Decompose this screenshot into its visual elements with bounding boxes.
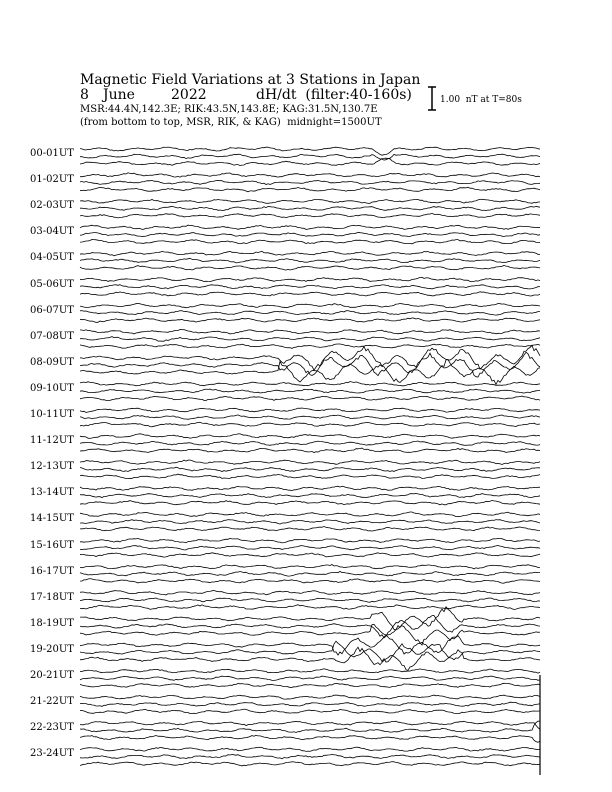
station-trace	[80, 344, 540, 348]
station-trace	[80, 180, 540, 184]
hour-label: 19-20UT	[30, 643, 74, 655]
hour-label: 09-10UT	[30, 382, 74, 394]
station-trace	[80, 605, 540, 610]
station-trace	[80, 239, 540, 243]
station-trace	[80, 571, 540, 576]
date-month: June	[103, 87, 135, 103]
station-trace	[80, 389, 540, 393]
hour-label: 13-14UT	[30, 487, 74, 499]
hour-label: 10-11UT	[30, 409, 74, 420]
station-trace	[80, 754, 540, 758]
station-trace	[80, 520, 540, 525]
station-trace	[80, 173, 540, 177]
station-trace	[80, 647, 540, 670]
station-trace	[80, 709, 540, 714]
station-trace	[80, 225, 540, 229]
hour-label: 18-19UT	[30, 617, 74, 629]
stations-label: MSR:44.4N,142.3E; RIK:43.5N,143.8E; KAG:31.5N,130.7E	[80, 104, 378, 115]
station-trace	[80, 360, 540, 385]
station-trace	[80, 415, 540, 419]
hour-label: 06-07UT	[30, 304, 74, 316]
hour-label: 16-17UT	[30, 565, 74, 577]
chart-title: Magnetic Field Variations at 3 Stations in Japan	[80, 72, 421, 88]
station-trace	[80, 434, 540, 439]
station-trace	[80, 330, 540, 334]
order-note: (from bottom to top, MSR, RIK, & KAG) midnight=1500UT	[80, 117, 382, 128]
hour-label: 04-05UT	[30, 252, 74, 264]
station-trace	[80, 590, 540, 595]
station-trace	[80, 460, 540, 465]
station-trace	[80, 285, 540, 289]
station-trace	[80, 232, 540, 236]
station-trace	[80, 676, 540, 680]
station-trace	[80, 669, 540, 673]
station-trace	[80, 199, 540, 203]
hour-label: 00-01UT	[30, 148, 74, 159]
station-trace	[80, 721, 540, 729]
hour-label: 23-24UT	[30, 748, 74, 760]
station-trace	[80, 382, 540, 386]
station-trace	[80, 408, 540, 413]
station-trace	[80, 467, 540, 471]
station-trace	[80, 474, 540, 479]
station-trace	[80, 265, 540, 270]
date-day: 8	[80, 87, 89, 103]
scale-label: 1.00 nT at T=80s	[440, 95, 522, 105]
scale-bar	[428, 87, 436, 110]
hour-label: 03-04UT	[30, 226, 74, 238]
hour-label: 05-06UT	[30, 278, 74, 290]
station-trace	[80, 345, 540, 370]
station-trace	[80, 303, 540, 307]
station-trace	[80, 565, 540, 569]
station-trace	[80, 277, 540, 281]
station-trace	[80, 553, 540, 557]
hour-label: 11-12UT	[30, 435, 74, 447]
station-trace	[80, 206, 540, 210]
station-trace	[80, 441, 540, 445]
hour-label: 12-13UT	[30, 461, 74, 473]
filter-label: dH/dt (filter:40-160s)	[256, 87, 412, 103]
station-trace	[80, 641, 540, 662]
station-trace	[80, 147, 540, 155]
station-trace	[80, 501, 540, 505]
station-trace	[80, 538, 540, 543]
station-trace	[80, 762, 540, 766]
station-trace	[80, 213, 540, 218]
trace-group	[80, 147, 540, 775]
station-trace	[80, 486, 540, 490]
station-trace	[80, 512, 540, 517]
station-trace	[80, 154, 540, 160]
station-trace	[80, 396, 540, 400]
station-trace	[80, 422, 540, 427]
station-trace	[80, 494, 540, 498]
station-trace	[80, 598, 540, 602]
hour-label: 01-02UT	[30, 174, 74, 186]
station-trace	[80, 187, 540, 192]
hour-label: 07-08UT	[30, 330, 74, 342]
hour-label: 22-23UT	[30, 722, 74, 734]
station-trace	[80, 318, 540, 322]
hour-label: 15-16UT	[30, 539, 74, 551]
station-trace	[80, 527, 540, 532]
station-trace	[80, 683, 540, 687]
station-trace	[80, 251, 540, 256]
hour-label: 14-15UT	[30, 513, 74, 525]
hour-label: 17-18UT	[30, 591, 74, 603]
hour-label: 21-22UT	[30, 696, 74, 708]
hour-label: 20-21UT	[30, 670, 74, 681]
hour-label: 08-09UT	[30, 356, 74, 368]
date-year: 2022	[171, 87, 207, 103]
station-trace	[80, 695, 540, 699]
station-trace	[80, 337, 540, 342]
station-trace	[80, 579, 540, 584]
station-trace	[80, 545, 540, 550]
station-trace	[80, 735, 540, 742]
hour-label: 02-03UT	[30, 200, 74, 212]
station-trace	[80, 747, 540, 751]
station-trace	[80, 292, 540, 296]
station-trace	[80, 448, 540, 452]
station-trace	[80, 311, 540, 316]
station-trace	[80, 702, 540, 706]
station-trace	[80, 158, 540, 165]
station-trace	[80, 258, 540, 263]
station-trace	[80, 624, 540, 645]
